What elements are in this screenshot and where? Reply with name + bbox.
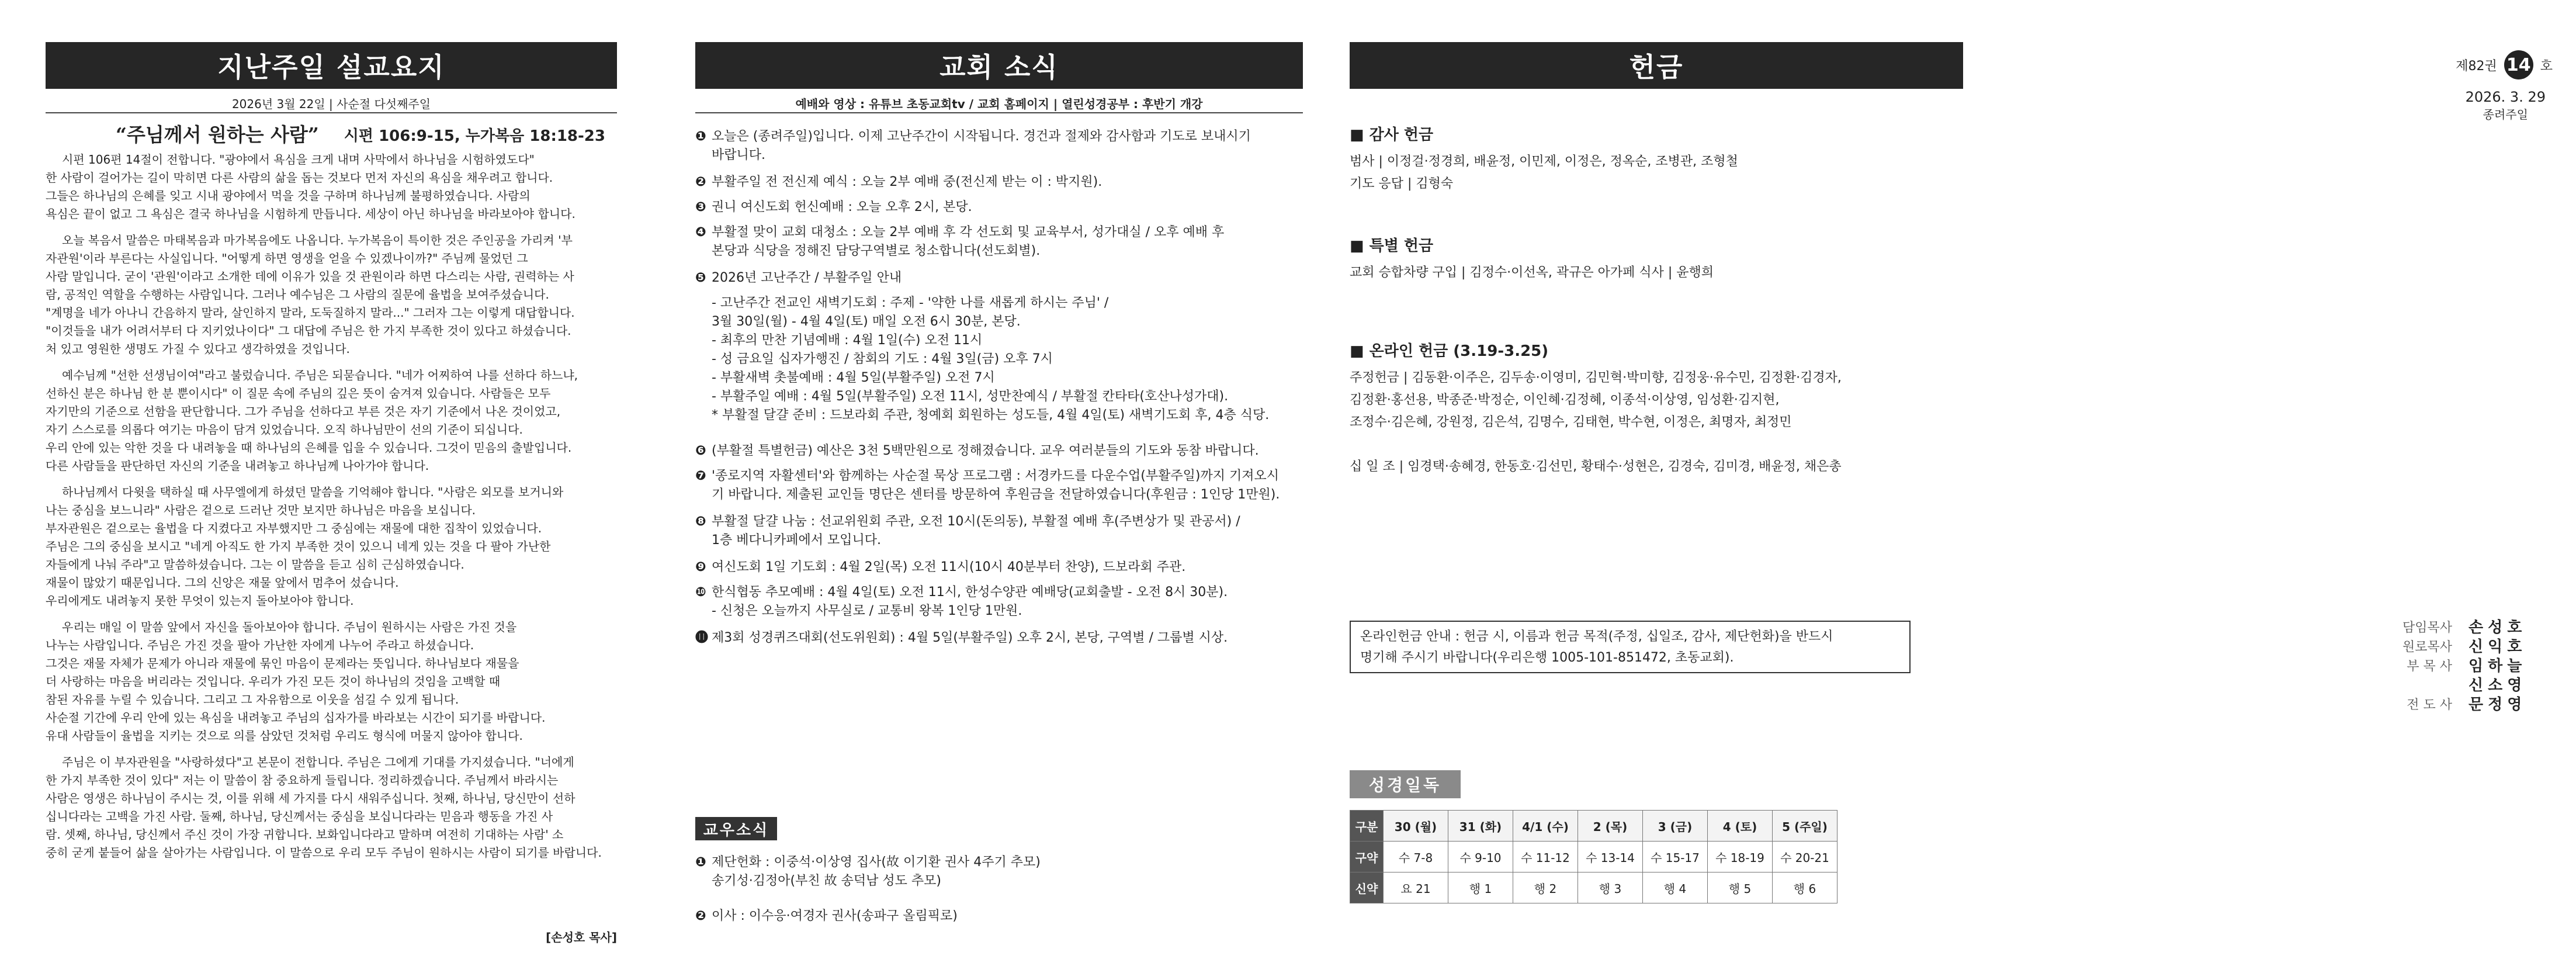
offering-column bbox=[1350, 0, 1963, 966]
offering-line: 교회 승합차량 구입 | 김정수·이선옥, 곽규은 아가페 식사 | 윤행희 bbox=[1350, 265, 1714, 280]
sermon-line: 우리에게도 내려놓지 못한 무엇이 있는지 돌아보아야 합니다. bbox=[46, 594, 354, 608]
news-item bbox=[695, 467, 1303, 504]
sermon-line: 다른 사람들을 판단하던 자신의 기준을 내려놓고 하나님께 나아가야 합니다. bbox=[46, 459, 429, 473]
sermon-paragraph bbox=[46, 231, 617, 358]
sermon-line: 예수님께 "선한 선생님이여"라고 불렀습니다. 주님은 되묻습니다. "네가 어찌하여 나를 선하다 하느냐, bbox=[62, 368, 578, 382]
sermon-line: 자들에게 나눠 주라"고 말씀하셨습니다. 그는 이 말씀을 듣고 심히 근심하였습니다. bbox=[46, 558, 464, 572]
item-number: ❶ bbox=[695, 855, 706, 870]
schedule-cell: 행 3 bbox=[1578, 872, 1643, 903]
sermon-line: 시편 106편 14절이 전합니다. "광야에서 욕심을 크게 내며 사막에서 하나님을 시험하였도다" bbox=[62, 153, 535, 167]
news-column bbox=[695, 0, 1303, 966]
member-line bbox=[695, 907, 1303, 926]
news-text: 부활절 맞이 교회 대청소 : 오늘 2부 예배 후 각 선도회 및 교육부서, 성가대실 / 오후 예배 후 bbox=[712, 225, 1225, 240]
news-line bbox=[695, 558, 1303, 577]
volume-label: 제82권 bbox=[2456, 58, 2497, 74]
news-line bbox=[695, 223, 1303, 242]
sermon-line: "이것들을 내가 어려서부터 다 지키었나이다" 그 대답에 주님은 한 가지 부족한 것이 있다고 하셨습니다. bbox=[46, 324, 571, 338]
schedule-cell: 요 21 bbox=[1384, 872, 1448, 903]
news-item bbox=[695, 127, 1303, 165]
sermon-line: "계명을 네가 아나니 간음하지 말라, 살인하지 말라, 도둑질하지 말라..." 그러자 그는 이렇게 대답합니다. bbox=[46, 306, 575, 320]
schedule-column-header: 31 (화) bbox=[1448, 811, 1513, 842]
notice-line: 온라인헌금 안내 : 헌금 시, 이름과 헌금 목적(주정, 십일조, 감사, 제단헌화)을 반드시 bbox=[1360, 629, 1833, 644]
news-line: - 최후의 만찬 기념예배 : 4월 1일(수) 오전 11시 bbox=[712, 333, 983, 348]
news-text: 제3회 성경퀴즈대회(선도위원회) : 4월 5일(부활주일) 오후 2시, 본당, 구역별 / 그룹별 시상. bbox=[712, 631, 1228, 645]
news-text: 권니 여신도회 헌신예배 : 오늘 오후 2시, 본당. bbox=[712, 200, 972, 214]
news-line: - 부활새벽 촛불예배 : 4월 5일(부활주일) 오전 7시 bbox=[712, 371, 995, 385]
news-text: 오늘은 (종려주일)입니다. 이제 고난주간이 시작됩니다. 경건과 절제와 감사함과 기도로 보내시기 bbox=[712, 129, 1251, 144]
news-line: - 고난주간 전교인 새벽기도회 : 주제 - '약한 나를 새롭게 하시는 주님' / bbox=[712, 296, 1109, 310]
schedule-cell: 수 20-21 bbox=[1773, 842, 1837, 872]
schedule-cell: 수 7-8 bbox=[1384, 842, 1448, 872]
sermon-line: 십니다라는 고백을 가진 사람. 둘째, 하나님, 당신께서는 중심을 보십니다라는 믿음과 행동을 가진 사 bbox=[46, 809, 553, 823]
schedule-cell: 행 2 bbox=[1513, 872, 1578, 903]
offering-section-lines bbox=[1350, 262, 1963, 284]
item-number: ❷ bbox=[695, 175, 706, 189]
sermon-line: 중히 굳게 붙들어 삶을 살아가는 사람입니다. 이 말씀으로 우리 모두 주님이 원하시는 사람이 되기를 바랍니다. bbox=[46, 846, 602, 860]
item-number: ❾ bbox=[695, 560, 706, 574]
schedule-column-header: 30 (월) bbox=[1384, 811, 1448, 842]
schedule-cell: 행 1 bbox=[1448, 872, 1513, 903]
schedule-cell: 행 6 bbox=[1773, 872, 1837, 903]
news-line: 바랍니다. bbox=[712, 148, 766, 162]
news-item bbox=[695, 269, 1303, 288]
sermon-line: 우리는 매일 이 말씀 앞에서 자신을 돌아보아야 합니다. 주님이 원하시는 사람은 가진 것을 bbox=[62, 620, 517, 634]
news-text: (부활절 특별헌금) 예산은 3천 5백만원으로 정해졌습니다. 교우 여러분들의 기도와 동참 바랍니다. bbox=[712, 444, 1259, 458]
sermon-paragraph bbox=[46, 753, 617, 862]
bible-reading-header: 성경일독 bbox=[1350, 770, 1461, 798]
news-line bbox=[695, 513, 1303, 531]
sermon-line: 나는 중심을 보느니라" 사람은 겉으로 드러난 것만 보지만 하나님은 마음을 보십니다. bbox=[46, 503, 476, 517]
offering-line: 김정환·홍선용, 박종준·박정순, 이인혜·김정혜, 이종석·이상영, 임성환·김지현, bbox=[1350, 393, 1780, 407]
member-text: 이사 : 이수응·여경자 권사(송파구 올림픽로) bbox=[712, 909, 958, 923]
sermon-line: 그것은 재물 자체가 문제가 아니라 재물에 묶인 마음이 문제라는 뜻입니다. 하나님보다 재물을 bbox=[46, 656, 519, 670]
divider bbox=[46, 112, 617, 113]
schedule-column-header: 3 (금) bbox=[1643, 811, 1708, 842]
schedule-header-row bbox=[1350, 811, 1837, 842]
bible-reading-table bbox=[1350, 810, 1837, 903]
sermon-title: “주님께서 원하는 사람” bbox=[116, 123, 319, 146]
news-text: '종로지역 자활센터'와 함께하는 사순절 묵상 프로그램 : 서경카드를 다운수업(부활주일)까지 기져오시 bbox=[712, 469, 1279, 483]
news-line bbox=[695, 173, 1303, 192]
news-line bbox=[695, 583, 1303, 602]
sermon-paragraph bbox=[46, 151, 617, 223]
staff-name: 임하늘 bbox=[2468, 657, 2527, 675]
staff-role: 전 도 사 bbox=[2407, 698, 2452, 712]
sermon-line: 욕심은 끝이 없고 그 욕심은 결국 하나님을 시험하게 만듭니다. 세상이 아닌 하나님을 바라보아야 합니다. bbox=[46, 207, 575, 221]
sermon-line: 처 있고 영원한 생명도 가질 수 있다고 생각하였을 것입니다. bbox=[46, 342, 350, 356]
staff-row bbox=[2382, 695, 2544, 715]
sermon-line: 우리 안에 있는 악한 것을 다 내려놓을 때 하나님의 은혜를 입을 수 있습니다. 그것이 믿음의 출발입니다. bbox=[46, 441, 572, 455]
offering-header: 헌금 bbox=[1350, 42, 1963, 89]
news-line: * 부활절 달걀 준비 : 드보라회 주관, 청예회 회원하는 성도들, 4월 4일(토) 새벽기도회 후, 4층 식당. bbox=[712, 408, 1270, 423]
news-line bbox=[695, 269, 1303, 288]
member-line: 송기성·김정아(부친 故 송덕남 성도 추모) bbox=[712, 874, 941, 888]
news-line: - 부활주일 예배 : 4월 5일(부활주일) 오전 11시, 성만찬예식 / 부활절 칸타타(호산나성가대). bbox=[712, 389, 1229, 404]
news-header: 교회 소식 bbox=[695, 42, 1303, 89]
news-item bbox=[695, 223, 1303, 261]
sermon-line: 더 사랑하는 마음을 버리라는 것입니다. 우리가 가진 모든 것이 하나님의 것임을 고백할 때 bbox=[46, 674, 501, 688]
sermon-line: 나누는 사람입니다. 주님은 가진 것을 팔아 가난한 자에게 나누어 주라고 하셨습니다. bbox=[46, 638, 474, 652]
item-number: ⓫ bbox=[695, 631, 709, 645]
item-number: ❿ bbox=[695, 585, 706, 600]
news-line: 본당과 식당을 정해진 담당구역별로 청소합니다(선도회별). bbox=[712, 244, 1041, 258]
sermon-paragraph bbox=[46, 483, 617, 610]
item-number: ❻ bbox=[695, 444, 706, 458]
member-item bbox=[695, 907, 1303, 926]
item-number: ❺ bbox=[695, 271, 706, 285]
news-line: - 신청은 오늘까지 사무실로 / 교통비 왕복 1인당 1만원. bbox=[712, 604, 1022, 618]
news-text: 여신도회 1일 기도회 : 4월 2일(목) 오전 11시(10시 40분부터 찬양), 드보라회 주관. bbox=[712, 560, 1186, 574]
issue-date-text: 2026. 3. 29 bbox=[2465, 89, 2546, 105]
member-line bbox=[695, 853, 1303, 872]
news-item bbox=[695, 442, 1303, 461]
schedule-cell: 수 13-14 bbox=[1578, 842, 1643, 872]
schedule-row bbox=[1350, 872, 1837, 903]
sermon-line: 주님은 이 부자관원을 "사랑하셨다"고 본문이 전합니다. 주님은 그에게 기대를 가지셨습니다. "너에게 bbox=[62, 755, 574, 769]
news-text: 부활절 달걀 나눔 : 선교위원회 주관, 오전 10시(돈의동), 부활절 예배 후(주변상가 및 관공서) / bbox=[712, 514, 1240, 529]
news-line bbox=[695, 127, 1303, 146]
schedule-cell: 신약 bbox=[1350, 872, 1384, 903]
offering-line: 조정수·김은혜, 강원정, 김은석, 김명수, 김태현, 박수현, 이정은, 최명자, 최정민 bbox=[1350, 415, 1792, 430]
volume-info bbox=[2456, 50, 2553, 79]
news-text: 2026년 고난주간 / 부활주일 안내 bbox=[712, 271, 902, 285]
schedule-cell: 구약 bbox=[1350, 842, 1384, 872]
schedule-column-header: 구분 bbox=[1350, 811, 1384, 842]
schedule-row bbox=[1350, 842, 1837, 872]
news-line: 1층 베다니카페에서 모입니다. bbox=[712, 533, 882, 548]
news-line bbox=[695, 198, 1303, 217]
staff-list bbox=[2382, 618, 2544, 715]
issue-date bbox=[2466, 89, 2546, 122]
news-line: 기 바랍니다. 제출된 교인들 명단은 센터를 방문하여 후원금을 전달하였습니다(후원금 : 1인당 1만원). bbox=[712, 487, 1280, 502]
news-text: 한식협동 추모예배 : 4월 4일(토) 오전 11시, 한성수양관 예배당(교회출발 - 오전 8시 30분). bbox=[712, 585, 1228, 600]
item-number: ❷ bbox=[695, 909, 706, 923]
item-number: ❽ bbox=[695, 514, 706, 529]
notice-line: 명기해 주시기 바랍니다(우리은행 1005-101-851472, 초동교회). bbox=[1360, 650, 1734, 665]
offering-line bbox=[1350, 434, 1963, 456]
sermon-line: 자기만의 기준으로 선함을 판단합니다. 그가 주님을 선하다고 부른 것은 자기 기준에서 나온 것이었고, bbox=[46, 404, 561, 418]
sermon-line: 람, 공적인 역할을 수행하는 사람입니다. 그러나 예수님은 그 사람의 질문에 율법을 보여주셨습니다. bbox=[46, 288, 549, 302]
sermon-line: 선하신 분은 하나님 한 분 뿐이시다" 이 질문 속에 주님의 깊은 뜻이 숨겨져 있습니다. 사람들은 모두 bbox=[46, 386, 551, 400]
news-line: - 성 금요일 십자가행진 / 참회의 기도 : 4월 3일(금) 오후 7시 bbox=[712, 352, 1053, 366]
sermon-line: 한 사람이 걸어가는 길이 막히면 다른 사람의 삶을 돕는 것보다 먼저 자신의 욕심을 채우려고 합니다. bbox=[46, 171, 553, 185]
news-subline: 예배와 영상 : 유튜브 초동교회tv / 교회 홈페이지 | 열린성경공부 : 후반기 개강 bbox=[795, 97, 1203, 111]
news-item bbox=[695, 583, 1303, 621]
sermon-date: 2026년 3월 22일 | 사순절 다섯째주일 bbox=[231, 97, 431, 111]
staff-name: 신익호 bbox=[2468, 638, 2527, 656]
schedule-cell: 수 9-10 bbox=[1448, 842, 1513, 872]
schedule-column-header: 4 (토) bbox=[1708, 811, 1773, 842]
sermon-column bbox=[46, 0, 617, 966]
sermon-line: 사순절 기간에 우리 안에 있는 욕심을 내려놓고 주님의 십자가를 바라보는 시간이 되기를 바랍니다. bbox=[46, 711, 546, 725]
member-item bbox=[695, 853, 1303, 891]
news-text: 부활주일 전 전신제 예식 : 오늘 2부 예배 중(전신제 받는 이 : 박지원). bbox=[712, 175, 1102, 189]
offering-line: 범사 | 이정걸·정경희, 배윤정, 이민제, 이정은, 정옥순, 조병관, 조형철 bbox=[1350, 154, 1738, 169]
sermon-line: 자기 스스로를 의롭다 여기는 마음이 담겨 있었습니다. 오직 하나님만이 선의 기준이 되십니다. bbox=[46, 423, 523, 437]
news-line bbox=[695, 442, 1303, 461]
news-item bbox=[695, 513, 1303, 550]
item-number: ❸ bbox=[695, 200, 706, 214]
news-item bbox=[695, 294, 1303, 425]
news-line bbox=[695, 629, 1303, 648]
online-offering-notice bbox=[1350, 621, 1911, 673]
offering-section-title: ■ 감사 헌금 bbox=[1350, 126, 1434, 144]
sermon-line: 하나님께서 다윗을 택하실 때 사무엘에게 하셨던 말씀을 기억해야 합니다. "사람은 외모를 보거니와 bbox=[62, 485, 564, 499]
staff-name: 문정영 bbox=[2468, 696, 2527, 714]
item-number: ❼ bbox=[695, 469, 706, 483]
offering-section-lines bbox=[1350, 151, 1963, 195]
schedule-column-header: 4/1 (수) bbox=[1513, 811, 1578, 842]
issue-number-badge: 14 bbox=[2504, 50, 2533, 79]
staff-name: 신소영 bbox=[2468, 677, 2527, 694]
sermon-line: 자관원'이라 부른다는 사실입니다. "어떻게 하면 영생을 얻을 수 있겠나이까?" 주님께 물었던 그 bbox=[46, 251, 528, 265]
sermon-line: 주님은 그의 중심을 보시고 "네게 아직도 한 가지 부족한 것이 있으니 네게 있는 것을 다 팔아 가난한 bbox=[46, 539, 551, 553]
schedule-cell: 수 11-12 bbox=[1513, 842, 1578, 872]
item-number: ❹ bbox=[695, 225, 706, 240]
staff-role bbox=[2382, 676, 2452, 695]
sermon-paragraph bbox=[46, 366, 617, 475]
divider bbox=[695, 112, 1303, 113]
news-item bbox=[695, 629, 1303, 648]
schedule-cell: 수 15-17 bbox=[1643, 842, 1708, 872]
offering-line: 십 일 조 | 임경택·송혜경, 한동호·김선민, 황태수·성현은, 김경숙, 김미경, 배윤정, 채은총 bbox=[1350, 459, 1842, 474]
schedule-cell: 행 4 bbox=[1643, 872, 1708, 903]
sermon-line: 유대 사람들이 율법을 지키는 것으로 의를 삼았던 것처럼 우리도 형식에 머물지 않아야 합니다. bbox=[46, 729, 523, 743]
offering-line: 기도 응답 | 김형숙 bbox=[1350, 176, 1454, 191]
member-text: 제단헌화 : 이중석·이상영 집사(故 이기환 권사 4주기 추모) bbox=[712, 855, 1041, 870]
news-line: 3월 30일(월) - 4월 4일(토) 매일 오전 6시 30분, 본당. bbox=[712, 314, 1021, 329]
offering-section-lines bbox=[1350, 367, 1963, 478]
schedule-cell: 수 18-19 bbox=[1708, 842, 1773, 872]
masthead-column bbox=[1969, 0, 2576, 966]
sermon-paragraph bbox=[46, 618, 617, 745]
item-number: ❶ bbox=[695, 129, 706, 144]
sermon-line: 그들은 하나님의 은혜를 잊고 시내 광야에서 먹을 것을 구하며 하나님께 불평하였습니다. 사람의 bbox=[46, 189, 531, 203]
staff-row bbox=[2382, 618, 2544, 638]
sermon-line: 사람 말입니다. 굳이 '관원'이라고 소개한 데에 이유가 있을 것 관원이라 하면 다스리는 사람, 권력하는 사 bbox=[46, 269, 574, 283]
issue-suffix: 호 bbox=[2540, 58, 2553, 74]
staff-role: 담임목사 bbox=[2402, 621, 2452, 635]
sermon-scripture: 시편 106:9-15, 누가복음 18:18-23 bbox=[344, 127, 605, 145]
news-item bbox=[695, 558, 1303, 577]
staff-row bbox=[2382, 676, 2544, 695]
sermon-line: 오늘 복음서 말씀은 마태복음과 마가복음에도 나옵니다. 누가복음이 특이한 것은 주인공을 가리켜 '부 bbox=[62, 233, 573, 247]
sermon-signature: [손성호 목사] bbox=[546, 930, 617, 944]
staff-row bbox=[2382, 657, 2544, 676]
sermon-line: 람. 셋째, 하나님, 당신께서 주신 것이 가장 귀합니다. 보화입니다라고 말하며 여전히 기대하는 사람' 소 bbox=[46, 827, 564, 842]
staff-role: 원로목사 bbox=[2402, 640, 2452, 655]
schedule-column-header: 2 (목) bbox=[1578, 811, 1643, 842]
member-news-header: 교우소식 bbox=[695, 817, 777, 840]
sermon-line: 부자관원은 겉으로는 율법을 다 지켰다고 자부했지만 그 중심에는 재물에 대한 집착이 있었습니다. bbox=[46, 521, 542, 535]
staff-role: 부 목 사 bbox=[2407, 659, 2452, 674]
staff-name: 손성호 bbox=[2468, 619, 2527, 636]
sermon-line: 사람은 영생은 하나님이 주시는 것, 이를 위해 세 가지를 다시 새워주십니다. 첫째, 하나님, 당신만이 선하 bbox=[46, 791, 575, 805]
schedule-column-header: 5 (주일) bbox=[1773, 811, 1837, 842]
news-item bbox=[695, 173, 1303, 192]
news-line bbox=[695, 467, 1303, 486]
schedule-cell: 행 5 bbox=[1708, 872, 1773, 903]
sermon-line: 재물이 많았기 때문입니다. 그의 신앙은 재물 앞에서 멈추어 섰습니다. bbox=[46, 576, 399, 590]
sermon-line: 참된 자유를 누릴 수 있습니다. 그리고 그 자유함으로 이웃을 섬길 수 있게 됩니다. bbox=[46, 693, 459, 707]
sermon-line: 한 가지 부족한 것이 있다" 저는 이 말씀이 참 중요하게 들립니다. 정리하겠습니다. 주님께서 바라시는 bbox=[46, 773, 559, 787]
staff-row bbox=[2382, 638, 2544, 657]
offering-section-title: ■ 온라인 헌금 (3.19-3.25) bbox=[1350, 342, 1549, 360]
offering-line: 주정헌금 | 김동환·이주은, 김두송·이영미, 김민혁·박미향, 김정웅·유수민, 김정환·김경자, bbox=[1350, 371, 1842, 385]
issue-day-name: 종려주일 bbox=[2483, 108, 2528, 122]
sermon-header: 지난주일 설교요지 bbox=[46, 42, 617, 89]
news-item bbox=[695, 198, 1303, 217]
offering-section-title: ■ 특별 헌금 bbox=[1350, 237, 1434, 255]
